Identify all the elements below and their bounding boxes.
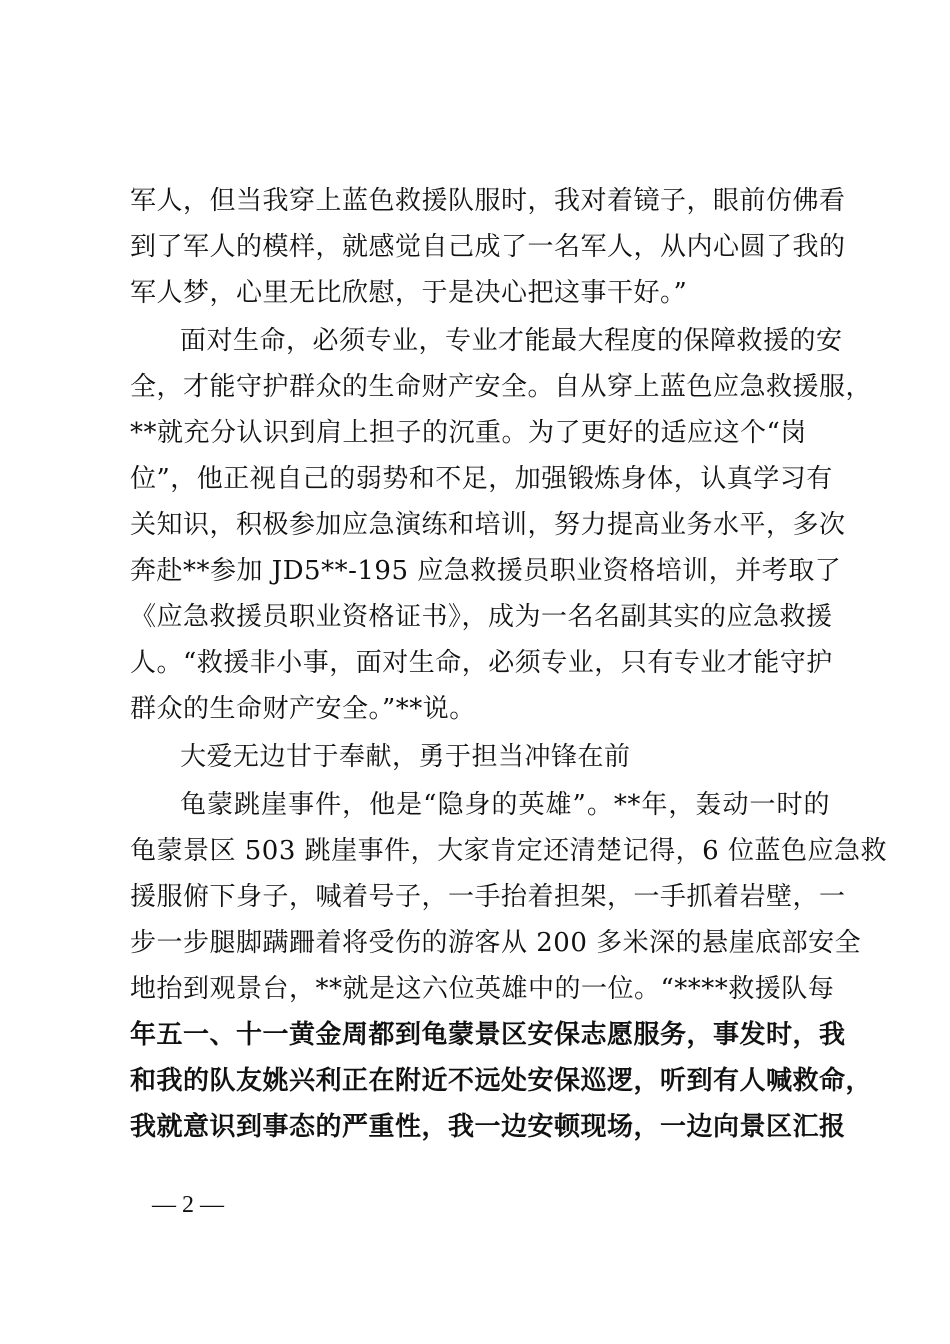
paragraph-first-line: 龟蒙跳崖事件，他是“隐身的英雄”。**年，轰动一时的 bbox=[180, 790, 830, 820]
text-line: 人。“救援非小事，面对生命，必须专业，只有专业才能守护 bbox=[130, 648, 833, 678]
page-number: — 2 — bbox=[152, 1192, 224, 1218]
text-line: 到了军人的模样，就感觉自己成了一名军人，从内心圆了我的 bbox=[130, 232, 846, 262]
text-line: 位”，他正视自己的弱势和不足，加强锻炼身体，认真学习有 bbox=[130, 464, 833, 494]
text-line: 军人，但当我穿上蓝色救援队服时，我对着镜子，眼前仿佛看 bbox=[130, 186, 846, 216]
text-line: 群众的生命财产安全。”**说。 bbox=[130, 694, 476, 724]
paragraph-first-line: 面对生命，必须专业，专业才能最大程度的保障救援的安 bbox=[180, 326, 843, 356]
section-heading: 大爱无边甘于奉献，勇于担当冲锋在前 bbox=[180, 742, 631, 772]
text-line: 龟蒙景区 503 跳崖事件，大家肯定还清楚记得，6 位蓝色应急救 bbox=[130, 836, 887, 866]
text-line: 奔赴**参加 JD5**-195 应急救援员职业资格培训，并考取了 bbox=[130, 556, 842, 586]
text-line: 全，才能守护群众的生命财产安全。自从穿上蓝色应急救援服， bbox=[130, 372, 873, 402]
text-line: 军人梦，心里无比欣慰，于是决心把这事干好。” bbox=[130, 278, 688, 308]
text-line-bold: 我就意识到事态的严重性，我一边安顿现场，一边向景区汇报 bbox=[130, 1112, 846, 1142]
text-line: 步一步腿脚蹒跚着将受伤的游客从 200 多米深的悬崖底部安全 bbox=[130, 928, 862, 958]
text-line: 关知识，积极参加应急演练和培训，努力提高业务水平，多次 bbox=[130, 510, 846, 540]
text-line: 援服俯下身子，喊着号子，一手抬着担架，一手抓着岩壁，一 bbox=[130, 882, 846, 912]
text-line: 地抬到观景台，**就是这六位英雄中的一位。“****救援队每 bbox=[130, 974, 835, 1004]
text-line: **就充分认识到肩上担子的沉重。为了更好的适应这个“岗 bbox=[130, 418, 807, 448]
text-line: 《应急救援员职业资格证书》，成为一名名副其实的应急救援 bbox=[130, 602, 833, 632]
text-line-bold: 和我的队友姚兴利正在附近不远处安保巡逻，听到有人喊救命， bbox=[130, 1066, 873, 1096]
text-line-bold: 年五一、十一黄金周都到龟蒙景区安保志愿服务，事发时，我 bbox=[130, 1020, 846, 1050]
